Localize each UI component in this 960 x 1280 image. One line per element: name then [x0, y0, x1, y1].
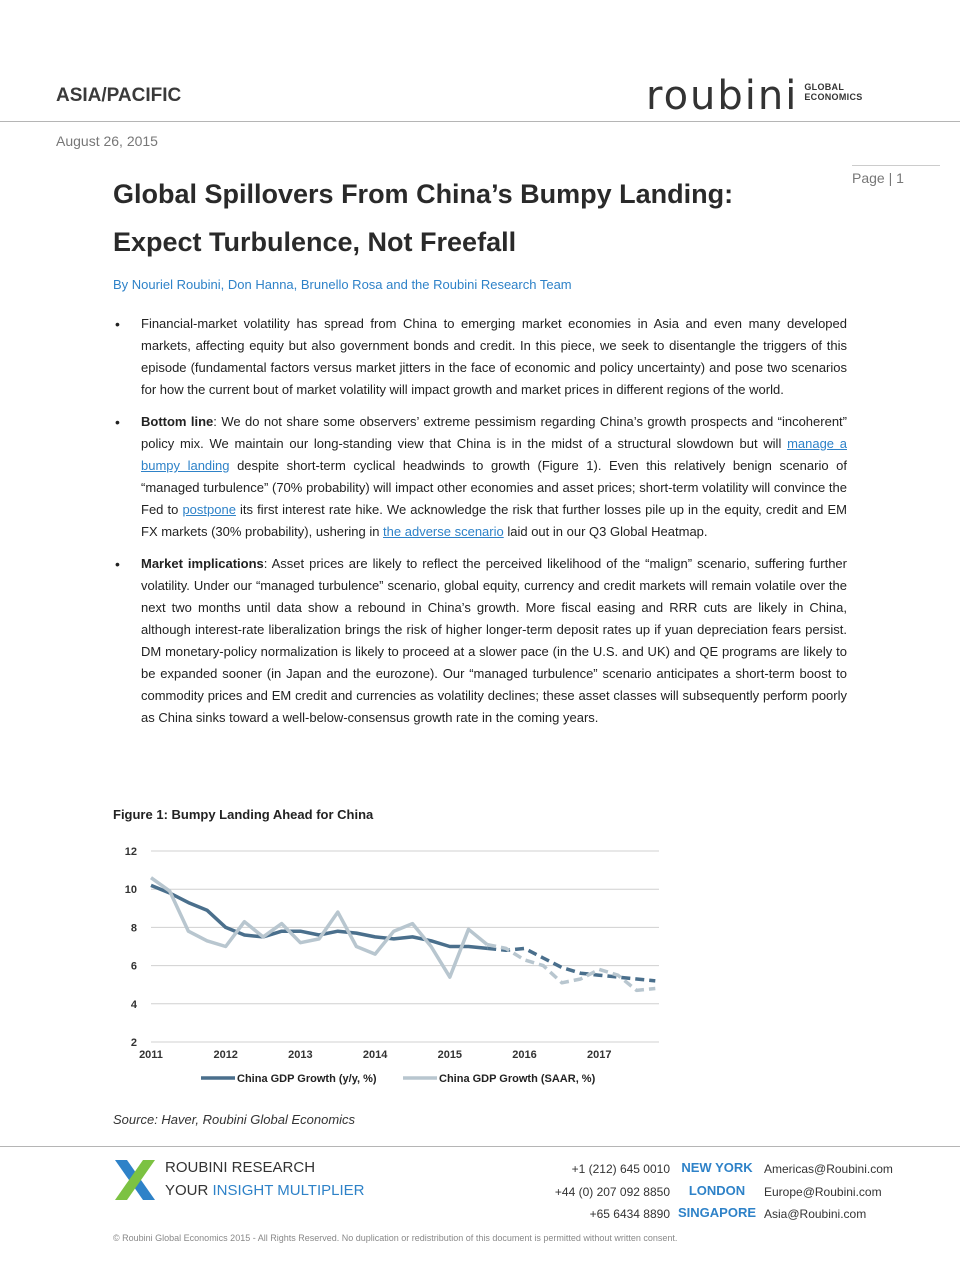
- y-tick-label-6: 6: [130, 960, 137, 973]
- footer-divider: [0, 1146, 960, 1147]
- legend-label-1: China GDP Growth (SAAR, %): [439, 1073, 596, 1085]
- bullet-market-implications-lead: Market implications: [141, 556, 264, 571]
- gdp-growth-chart: [113, 835, 673, 1095]
- logo-sub-global: GLOBAL: [804, 82, 845, 92]
- page-divider: [852, 165, 940, 166]
- bullet-market-implications-text: : Asset prices are likely to reflect the perceived likelihood of the “malign” scenario, suffering further volatility. Under our “managed turbulence” scenario, global equity, currency and credit markets will remain volatile over the next two months until data show a rebound in China’s growth. More fiscal easing and RRR cuts are likely in China, although interest-rate liberalization brings the risk of higher longer-term deposit rates up if yuan depreciation fears persist. DM monetary-policy normalization is likely to proceed at a slower pace (in the U.S. and UK) and QE programs are likely to be expanded sooner (in Japan and the eurozone). Our “managed turbulence” scenario anticipates a short-term boost to commodity prices and EM credit and currencies as volatility declines; these asset classes will subsequently perform poorly as China sinks toward a well-below-consensus growth rate in the coming years.: [141, 556, 847, 725]
- bullet-bottom-line-text-4: laid out in our Q3 Global Heatmap.: [503, 524, 708, 539]
- office-city-newyork: NEW YORK: [681, 1160, 753, 1175]
- figure-source: Source: Haver, Roubini Global Economics: [113, 1112, 356, 1127]
- x-tick-label-2012: 2012: [213, 1049, 238, 1061]
- page-number: Page | 1: [852, 170, 904, 186]
- y-tick-label-4: 4: [130, 998, 137, 1011]
- office-email-americas[interactable]: Americas@Roubini.com: [764, 1162, 893, 1176]
- office-city-singapore: SINGAPORE: [677, 1205, 756, 1220]
- office-city-london: LONDON: [688, 1183, 746, 1198]
- roubini-logo: [646, 73, 863, 119]
- title-line-2: Expect Turbulence, Not Freefall: [113, 227, 517, 257]
- office-phone-singapore: +65 6434 8890: [589, 1207, 670, 1221]
- link-postpone[interactable]: postpone: [182, 502, 236, 517]
- bullet-volatility: [113, 313, 847, 401]
- legend-label-0: China GDP Growth (y/y, %): [237, 1073, 377, 1085]
- bullet-market-implications: [113, 553, 847, 729]
- office-email-europe[interactable]: Europe@Roubini.com: [764, 1185, 882, 1199]
- office-email-asia[interactable]: Asia@Roubini.com: [764, 1207, 867, 1221]
- publication-date: August 26, 2015: [56, 133, 158, 149]
- footer-brand-line-1: ROUBINI RESEARCH: [165, 1159, 316, 1176]
- region-label: ASIA/PACIFIC: [56, 85, 182, 106]
- y-tick-label-2: 2: [130, 1037, 137, 1049]
- bullet-volatility-text: Financial-market volatility has spread from China to emerging market economies in Asia and even many developed markets, affecting equity but also government bonds and credit. In this piece, we seek to disentangle the triggers of this episode (fundamental factors versus market jitters in the face of economic and policy uncertainty) and pose two scenarios for how the current bout of market volatility will impact growth and market prices in different regions of the world.: [141, 316, 847, 397]
- series-0-forecast-line: [487, 948, 655, 981]
- summary-bullets: [113, 313, 847, 739]
- bullet-bottom-line-text-1: : We do not share some observers’ extreme pessimism regarding China’s growth prospects and “incoherent” policy mix. We maintain our long-standing view that China is in the midst of a structural slowdown but will: [141, 414, 847, 451]
- bullet-bottom-line-text-3: its first interest rate hike. We acknowledge the risk that further losses pile up in the equity, credit and EM FX markets (30% probability), ushering in: [141, 502, 847, 539]
- roubini-x-logo-icon: [113, 1158, 157, 1202]
- x-tick-label-2017: 2017: [586, 1049, 612, 1061]
- x-tick-label-2011: 2011: [139, 1049, 163, 1061]
- office-phone-london: +44 (0) 207 092 8850: [554, 1185, 670, 1199]
- x-tick-label-2015: 2015: [437, 1049, 463, 1061]
- copyright-notice: © Roubini Global Economics 2015 - All Rights Reserved. No duplication or redistribution of this document is permitted without written consent.: [113, 1233, 678, 1243]
- title-line-1: Global Spillovers From China’s Bumpy Landing:: [113, 179, 734, 209]
- figure-title: Figure 1: Bumpy Landing Ahead for China: [113, 807, 374, 822]
- link-manage-bumpy-landing[interactable]: manage a bumpy landing: [141, 436, 847, 473]
- logo-subtitle: [804, 82, 862, 102]
- x-tick-label-2016: 2016: [512, 1049, 537, 1061]
- x-tick-label-2014: 2014: [362, 1049, 388, 1061]
- office-phone-newyork: +1 (212) 645 0010: [571, 1162, 670, 1176]
- byline: By Nouriel Roubini, Don Hanna, Brunello Rosa and the Roubini Research Team: [113, 277, 572, 292]
- bullet-bottom-line: [113, 411, 847, 543]
- y-tick-label-8: 8: [130, 922, 137, 935]
- header-divider: [0, 121, 960, 122]
- logo-wordmark: roubini: [646, 73, 799, 119]
- x-tick-label-2013: 2013: [288, 1049, 313, 1061]
- y-tick-label-12: 12: [124, 846, 137, 858]
- link-adverse-scenario[interactable]: the adverse scenario: [383, 524, 504, 539]
- article-title: [113, 170, 833, 266]
- y-tick-label-10: 10: [124, 884, 137, 897]
- footer-brand-line-2: [165, 1182, 365, 1199]
- bullet-bottom-line-lead: Bottom line: [141, 414, 214, 429]
- footer-brand-insight: INSIGHT MULTIPLIER: [212, 1182, 365, 1199]
- logo-sub-economics: ECONOMICS: [804, 92, 863, 102]
- series-1-forecast-line: [487, 945, 655, 991]
- bullet-bottom-line-text-2: despite short-term cyclical headwinds to growth (Figure 1). Even this relatively benign scenario of “managed turbulence” (70% probability) will impact other economies and asset prices; short-term volatility will convince the Fed to: [141, 458, 847, 517]
- footer-brand-your: YOUR: [165, 1182, 213, 1199]
